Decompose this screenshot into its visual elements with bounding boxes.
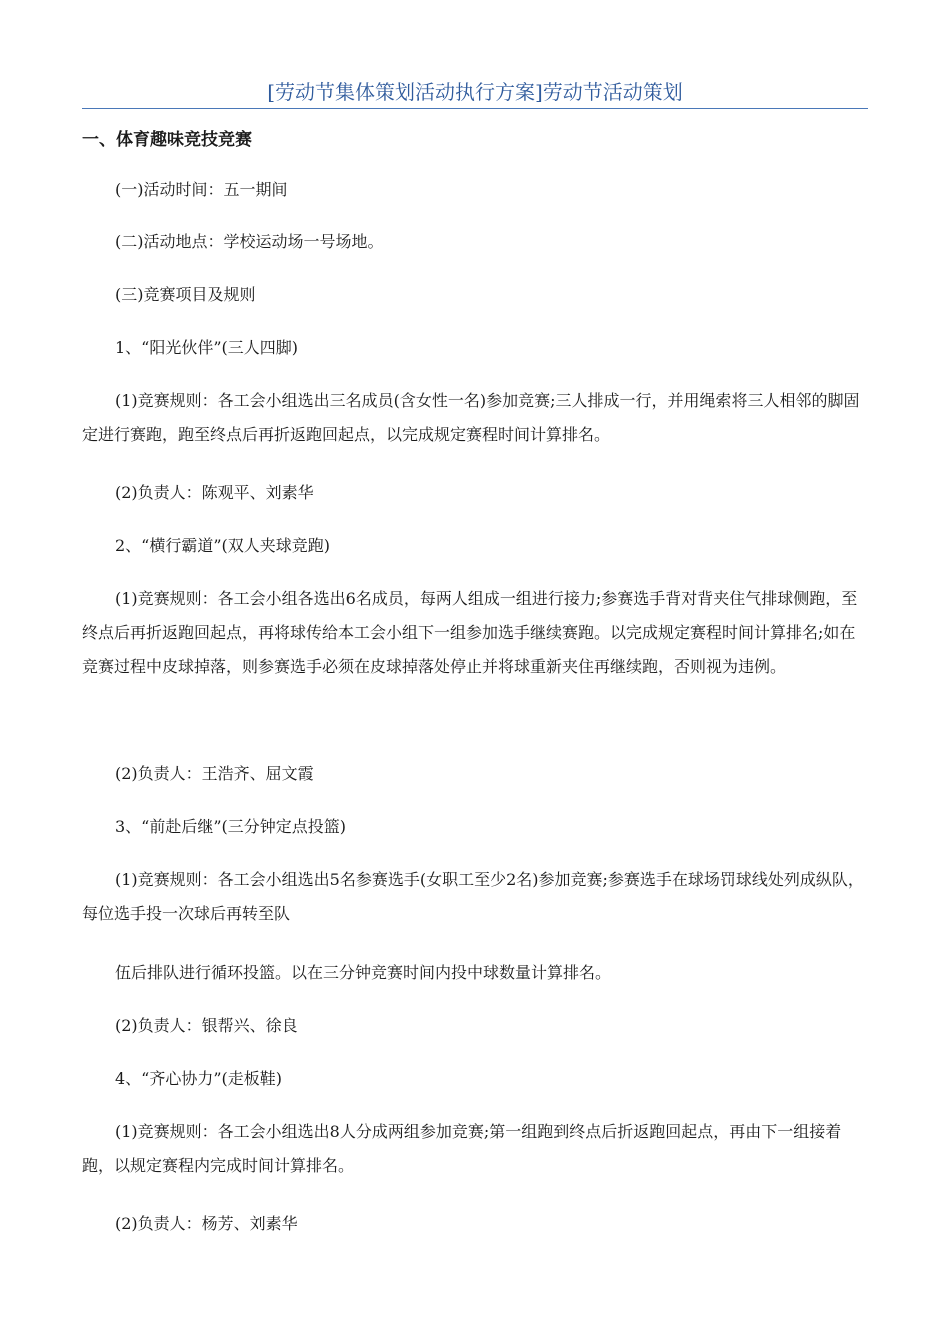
paragraph-activity-location: (二)活动地点：学校运动场一号场地。 bbox=[115, 232, 384, 251]
paragraph-event-2-title: 2、“横行霸道”(双人夹球竞跑) bbox=[115, 536, 331, 555]
paragraph-event-3-title: 3、“前赴后继”(三分钟定点投篮) bbox=[115, 817, 347, 836]
paragraph-event-4-rules: (1)竞赛规则：各工会小组选出8人分成两组参加竞赛;第一组跑到终点后折返跑回起点，再由下一组接着跑，以规定赛程内完成时间计算排名。 bbox=[82, 1122, 842, 1175]
paragraph-event-3-owner: (2)负责人：银帮兴、徐良 bbox=[115, 1016, 298, 1035]
paragraph-event-1-title: 1、“阳光伙伴”(三人四脚) bbox=[115, 338, 299, 357]
paragraph-event-1-rules: (1)竞赛规则：各工会小组选出三名成员(含女性一名)参加竞赛;三人排成一行，并用绳索将三人相邻的脚固定进行赛跑，跑至终点后再折返跑回起点，以完成规定赛程时间计算排名。 bbox=[82, 391, 860, 444]
paragraph-event-3-rules-continued: 伍后排队进行循环投篮。以在三分钟竞赛时间内投中球数量计算排名。 bbox=[115, 963, 612, 982]
paragraph-activity-time: (一)活动时间：五一期间 bbox=[115, 180, 288, 199]
paragraph-event-2-owner: (2)负责人：王浩齐、屈文霞 bbox=[115, 764, 314, 783]
paragraph-event-2-rules: (1)竞赛规则：各工会小组各选出6名成员，每两人组成一组进行接力;参赛选手背对背夹住气排球侧跑，至终点后再折返跑回起点，再将球传给本工会小组下一组参加选手继续赛跑。以完成规定赛程时间计算排名;如在竞赛过程中皮球掉落，则参赛选手必须在皮球掉落处停止并将球重新夹住再继续跑，否则视为违例。 bbox=[82, 589, 858, 676]
paragraph-events-and-rules: (三)竞赛项目及规则 bbox=[115, 285, 256, 304]
document-title: [劳动节集体策划活动执行方案]劳动节活动策划 bbox=[267, 80, 683, 104]
header-divider bbox=[82, 108, 868, 109]
paragraph-event-4-title: 4、“齐心协力”(走板鞋) bbox=[115, 1069, 283, 1088]
paragraph-event-3-rules: (1)竞赛规则：各工会小组选出5名参赛选手(女职工至少2名)参加竞赛;参赛选手在球场罚球线处列成纵队，每位选手投一次球后再转至队 bbox=[82, 870, 864, 923]
paragraph-event-4-owner: (2)负责人：杨芳、刘素华 bbox=[115, 1214, 298, 1233]
section-heading: 一、体育趣味竞技竞赛 bbox=[82, 130, 252, 150]
paragraph-event-1-owner: (2)负责人：陈观平、刘素华 bbox=[115, 483, 314, 502]
